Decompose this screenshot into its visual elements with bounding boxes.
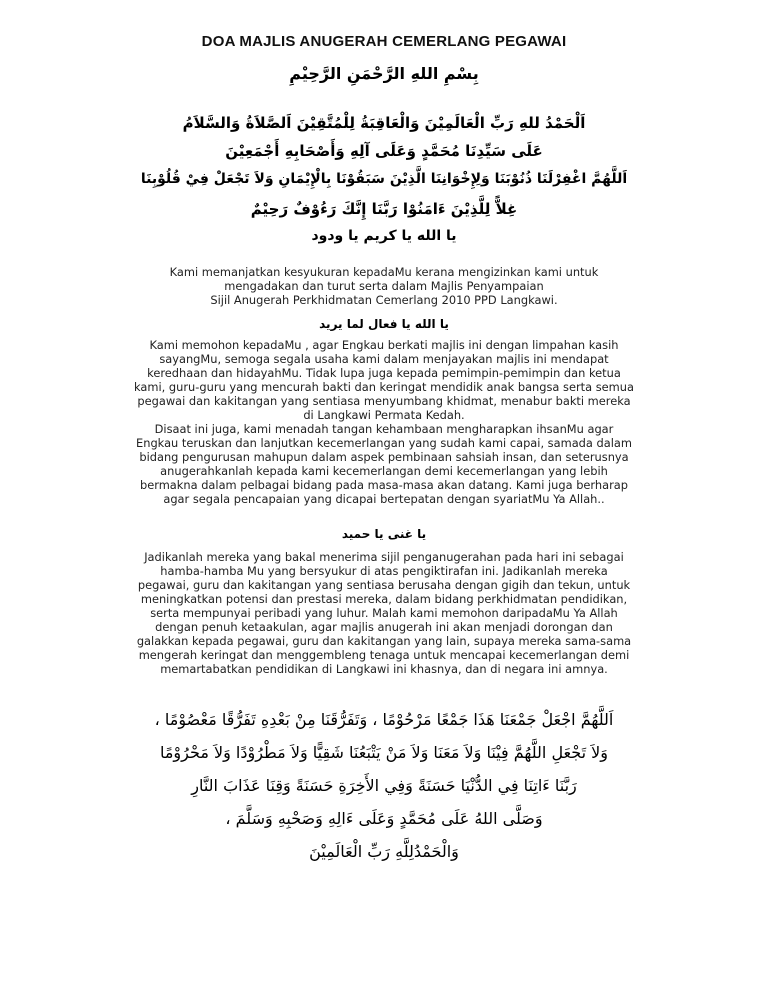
paragraph-line: Kami memohon kepadaMu , agar Engkau berkati majlis ini dengan limpahan kasih — [149, 338, 619, 352]
paragraph-line: Engkau teruskan dan lanjutkan kecemerlangan yang sudah kami capai, samada dalam — [136, 436, 632, 450]
basmala: بِسْمِ اللهِ الرَّحْمَنِ الرَّحِيْمِ — [289, 64, 479, 83]
paragraph-line: hamba-hamba Mu yang bersyukur di atas pengiktirafan ini. Jadikanlah mereka — [160, 564, 608, 578]
paragraph-line: bidang pengurusan mahupun dalam aspek pembinaan sahsiah insan, dan seterusnya — [139, 450, 629, 464]
page-title: DOA MAJLIS ANUGERAH CEMERLANG PEGAWAI — [201, 33, 567, 50]
paragraph-line: mengerah keringat dan menggembleng tenaga untuk mencapai kecemerlangan demi — [138, 648, 630, 662]
arabic-opening-line-5: يا الله يا كريم يا ودود — [311, 228, 457, 244]
paragraph-line: anugerahkanlah kepada kami kecemerlangan demi kecemerlangan yang lebih — [160, 464, 608, 478]
paragraph-line: Jadikanlah mereka yang bakal menerima sijil penganugerahan pada hari ini sebagai — [144, 550, 624, 564]
arabic-invocation-1: يا الله يا فعال لما يريد — [319, 317, 449, 331]
paragraph-line: dengan penuh ketaakulan, agar majlis anugerah ini akan menjadi dorongan dan — [155, 620, 613, 634]
paragraph-line: Disaat ini juga, kami menadah tangan kehambaan mengharapkan ihsanMu agar — [154, 422, 614, 436]
paragraph-line: galakkan kepada pegawai, guru dan kakitangan yang lain, supaya mereka sama-sama — [136, 634, 632, 648]
arabic-closing-line-3: رَبَّنَا ءَاتِنَا فِي الدُّنْيَا حَسَنَةً وَفِي الأَخِرَةِ حَسَنَةً وَقِنَا عَذَابَ النَّارِ — [191, 776, 577, 795]
paragraph-line: di Langkawi Permata Kedah. — [303, 408, 465, 422]
paragraph-line: sayangMu, semoga segala usaha kami dalam menjayakan majlis ini mendapat — [159, 352, 609, 366]
paragraph-line: serta mempunyai peribadi yang luhur. Malah kami memohon daripadaMu Ya Allah — [150, 606, 618, 620]
paragraph-line: pegawai dan kakitangan yang sentiasa menyumbang khidmat, menabur bakti mereka — [137, 394, 631, 408]
paragraph-line: agar segala pencapaian yang dicapai bertepatan dengan syariatMu Ya Allah.. — [163, 492, 605, 506]
arabic-closing-line-1: اَللَّهُمَّ اجْعَلْ جَمْعَنَا هَذَا جَمْعًا مَرْحُوْمًا ، وَتَفَرُّقَنَا مِنْ بَعْدِهِ تَفَرُّقًا مَعْصُوْمًا ، — [154, 710, 614, 729]
paragraph-line: kami, guru-guru yang mencurah bakti dan keringat mendidik anak bangsa serta semua — [134, 380, 634, 394]
paragraph-line: Kami memanjatkan kesyukuran kepadaMu kerana mengizinkan kami untuk — [169, 265, 599, 279]
arabic-opening-line-3: اَللَّهُمَّ اغْفِرْلَنَا ذُنُوْبَنَا وَلِإِخْوَانِنَا الَّذِيْنَ سَبَقُوْنَا بِالْإِيْمَانِ وَلاَ تَجْعَلْ فِيْ قُلُوْبِنَا — [140, 171, 628, 187]
paragraph-line: mengadakan dan turut serta dalam Majlis Penyampaian — [224, 279, 544, 293]
arabic-opening-line-1: اَلْحَمْدُ للهِ رَبِّ الْعَالَمِيْنَ وَالْعَاقِبَةُ لِلْمُتَّقِيْنَ اَلصَّلاَةُ وَالسَّلاَمُ — [182, 114, 586, 132]
paragraph-line: Sijil Anugerah Perkhidmatan Cemerlang 2010 PPD Langkawi. — [210, 293, 558, 307]
paragraph-line: pegawai, guru dan kakitangan yang sentiasa berusaha dengan gigih dan tekun, untuk — [137, 578, 631, 592]
paragraph-line: keredhaan dan hidayahMu. Tidak lupa juga kepada pemimpin-pemimpin dan ketua — [147, 366, 621, 380]
paragraph-line: meningkatkan potensi dan prestasi mereka, dalam bidang perkhidmatan pendidikan, — [140, 592, 628, 606]
paragraph-recipients — [90, 550, 678, 676]
arabic-opening-line-2: عَلَى سَيِّدِنَا مُحَمَّدٍ وَعَلَى آلِهِ وَأَصْحَابِهِ أَجْمَعِيْنَ — [225, 142, 543, 160]
arabic-closing-line-4: وَصَلَّى اللهُ عَلَى مُحَمَّدٍ وَعَلَى ءَالِهِ وَصَحْبِهِ وَسَلَّمَ ، — [225, 809, 543, 828]
arabic-opening-line-4: غِلاًّ لِلَّذِيْنَ ءَامَنُوْا رَبَّنَا إِنَّكَ رَءُوْفٌ رَحِيْمٌ — [250, 200, 518, 218]
arabic-closing-line-5: وَالْحَمْدُلِلَّهِ رَبِّ الْعَالَمِيْنَ — [309, 842, 459, 861]
arabic-invocation-2: يا غنى يا حميد — [341, 527, 427, 541]
paragraph-supplication — [90, 338, 678, 506]
paragraph-gratitude — [90, 265, 678, 307]
arabic-closing-line-2: وَلاَ تَجْعَلِ اللَّهُمَّ فِيْنَا وَلاَ مَعَنَا وَلاَ مَنْ يَتْبَعُنَا شَقِيًّا وَلاَ مَطْرُوْدًا وَلاَ مَحْرُوْمًا — [159, 743, 608, 762]
paragraph-line: bermakna dalam pelbagai bidang pada masa-masa akan datang. Kami juga berharap — [139, 478, 629, 492]
paragraph-line: memartabatkan pendidikan di Langkawi ini khasnya, dan di negara ini amnya. — [160, 662, 608, 676]
